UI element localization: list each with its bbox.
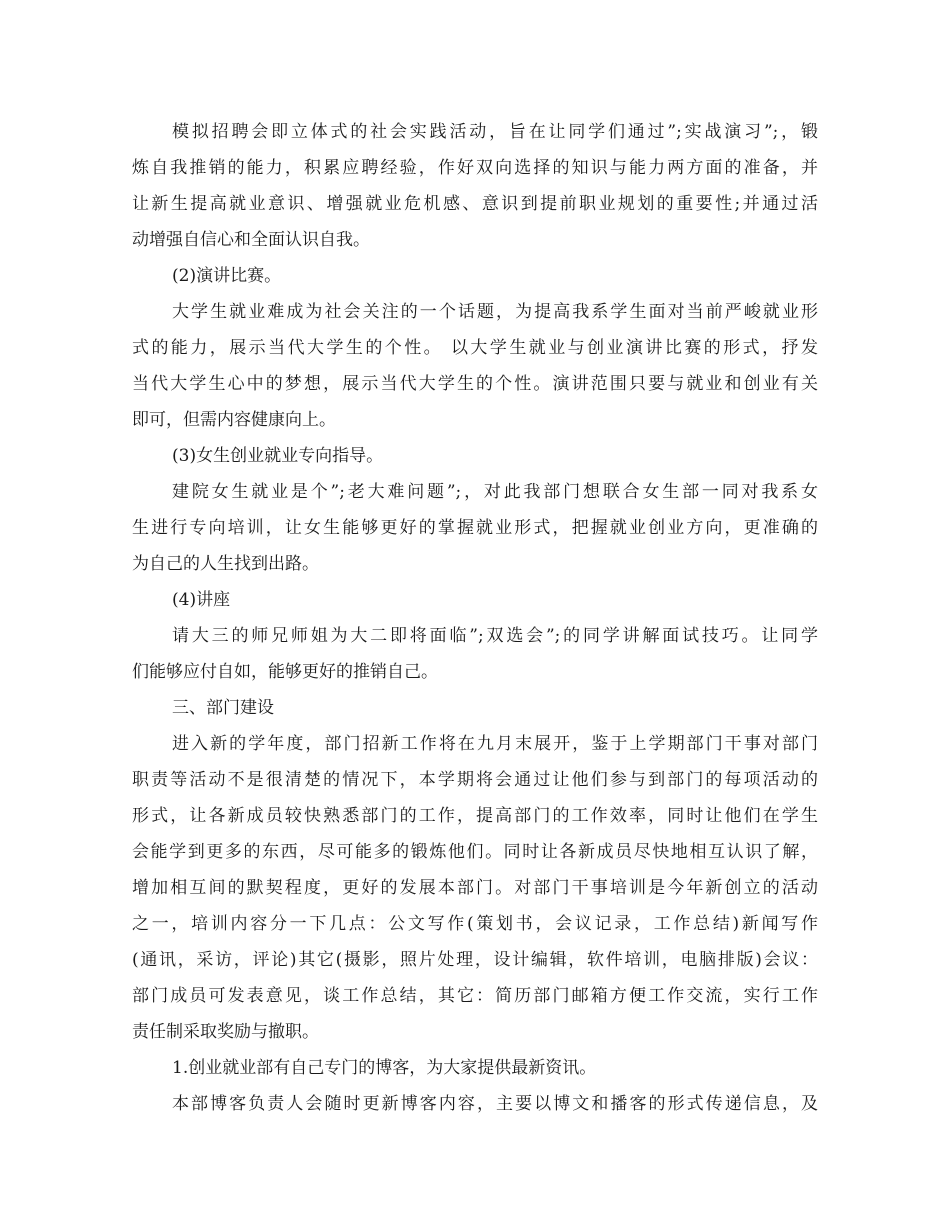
text-line: 大学生就业难成为社会关注的一个话题，为提高我系学生面对当前严峻就业形 bbox=[172, 302, 818, 322]
text-line: 生进行专向培训，让女生能够更好的掌握就业形式，把握就业创业方向，更准确的 bbox=[132, 518, 818, 538]
text-line: (通讯，采访，评论)其它(摄影，照片处理，设计编辑，软件培训，电脑排版)会议： bbox=[132, 950, 818, 970]
list-item-heading: (3)女生创业就业专向指导。 bbox=[172, 446, 384, 466]
text-line: 职责等活动不是很清楚的情况下，本学期将会通过让他们参与到部门的每项活动的 bbox=[132, 770, 818, 790]
text-line: 责任制采取奖励与撤职。 bbox=[132, 1022, 319, 1042]
text-line: 增加相互间的默契程度，更好的发展本部门。对部门干事培训是今年新创立的活动 bbox=[132, 878, 818, 898]
text-line: 当代大学生心中的梦想，展示当代大学生的个性。演讲范围只要与就业和创业有关 bbox=[132, 374, 818, 394]
document-body bbox=[132, 114, 818, 1122]
text-line: 建院女生就业是个”;老大难问题”;，对此我部门想联合女生部一同对我系女 bbox=[172, 482, 818, 502]
text-line: 模拟招聘会即立体式的社会实践活动，旨在让同学们通过”;实战演习”;，锻 bbox=[172, 122, 818, 142]
text-line: 会能学到更多的东西，尽可能多的锻炼他们。同时让各新成员尽快地相互认识了解， bbox=[132, 842, 818, 862]
text-line: 让新生提高就业意识、增强就业危机感、意识到提前职业规划的重要性;并通过活 bbox=[132, 194, 818, 214]
text-line: 部门成员可发表意见，谈工作总结，其它：简历部门邮箱方便工作交流，实行工作 bbox=[132, 986, 818, 1006]
text-line: 式的能力，展示当代大学生的个性。 以大学生就业与创业演讲比赛的形式，抒发 bbox=[132, 338, 818, 358]
text-line: 之一，培训内容分一下几点：公文写作(策划书，会议记录，工作总结)新闻写作 bbox=[132, 914, 818, 934]
text-line: 为自己的人生找到出路。 bbox=[132, 554, 319, 574]
list-item-heading: (4)讲座 bbox=[172, 590, 231, 610]
text-line: 形式，让各新成员较快熟悉部门的工作，提高部门的工作效率，同时让他们在学生 bbox=[132, 806, 818, 826]
text-line: 炼自我推销的能力，积累应聘经验，作好双向选择的知识与能力两方面的准备，并 bbox=[132, 158, 818, 178]
text-line: 进入新的学年度，部门招新工作将在九月末展开，鉴于上学期部门干事对部门 bbox=[172, 734, 818, 754]
section-heading: 三、部门建设 bbox=[172, 698, 274, 718]
text-line: 请大三的师兄师姐为大二即将面临”;双选会”;的同学讲解面试技巧。让同学 bbox=[172, 626, 818, 646]
text-line: 本部博客负责人会随时更新博客内容，主要以博文和播客的形式传递信息，及 bbox=[172, 1094, 818, 1114]
text-line: 们能够应付自如，能够更好的推销自己。 bbox=[132, 662, 438, 682]
text-line: 即可，但需内容健康向上。 bbox=[132, 410, 336, 430]
text-line: 动增强自信心和全面认识自我。 bbox=[132, 230, 370, 250]
list-item-heading: (2)演讲比赛。 bbox=[172, 266, 282, 286]
list-item-heading: 1.创业就业部有自己专门的博客，为大家提供最新资讯。 bbox=[172, 1058, 597, 1078]
